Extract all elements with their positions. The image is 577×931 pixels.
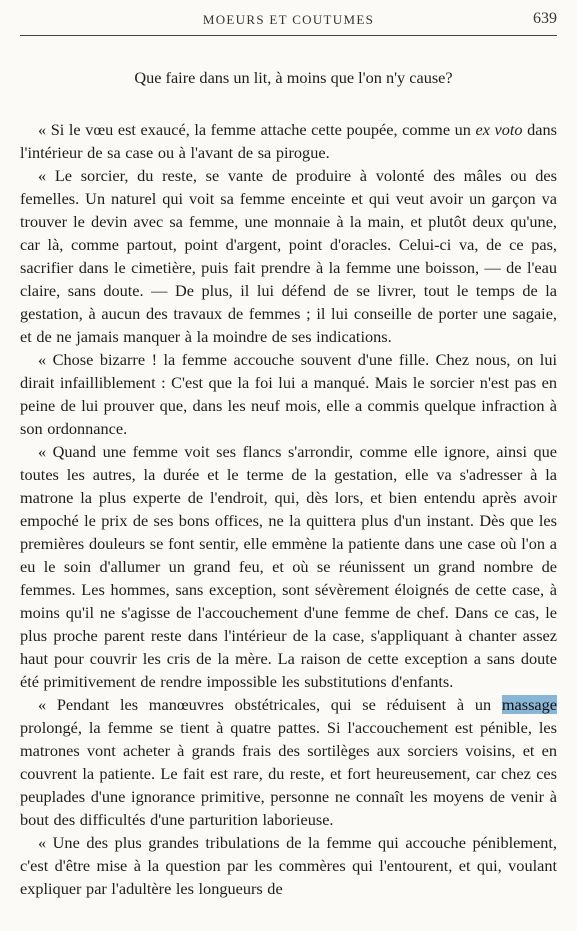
paragraph-gestation: « Quand une femme voit ses flancs s'arrondir, comme elle ignore, ainsi que toutes les autres, la durée et le terme de la gestation, elle va s'adresser à la matrone la plus experte de l'endroit, qui, dès lors, et bien entendu après avoir empoché le prix de ses bons offices, ne la quittera plus d'un instant. Dès que les premières douleurs se font sentir, elle emmène la patiente dans une case où l'on a eu le soin d'allumer un grand feu, et où se réunissent un grand nombre de femmes. Les hommes, sans exception, sont sévèrement éloignés de cette case, à moins qu'il ne s'agisse de l'accouchement d'une femme de chef. Dans ce cas, le plus proche parent reste dans l'intérieur de la case, s'appliquant à chanter assez haut pour couvrir les cris de la mère. La raison de cette exception a sans doute été primitivement de rendre impossible les substitutions d'enfants.	[20, 442, 557, 691]
paragraph-chose-bizarre: « Chose bizarre ! la femme accouche souvent d'une fille. Chez nous, on lui dirait infailliblement : C'est que la foi lui a manqué. Mais le sorcier n'est pas en peine de lui prouver que, dans les neuf mois, elle a commis quelque infraction à son ordonnance.	[20, 350, 557, 438]
page-number: 639	[533, 10, 557, 27]
paragraph-tribulations: « Une des plus grandes tribulations de la femme qui accouche péniblement, c'est d'être mise à la question par les commères qui l'entourent, et qui, voulant expliquer par l'adultère les longueurs de	[20, 833, 557, 898]
paragraph-massage	[20, 693, 557, 831]
paragraph-sorcier: « Le sorcier, du reste, se vante de produire à volonté des mâles ou des femelles. Un naturel qui voit sa femme enceinte et qui veut avoir un garçon va trouver le devin avec sa femme, une monnaie à la main, et plutôt deux qu'une, car là, comme partout, point d'argent, point d'oracles. Celui-ci va, de ce pas, sacrifier dans le cimetière, puis fait prendre à la femme une boisson, — de l'eau claire, sans doute. — De plus, il lui défend de se livrer, tout le temps de la gestation, à aucun des travaux de femmes ; il lui conseille de porter une sagaie, et de ne jamais manquer à la moindre de ses indications.	[20, 166, 557, 346]
epigraph: Que faire dans un lit, à moins que l'on n'y cause?	[134, 68, 453, 87]
paragraph-ex-voto	[20, 118, 557, 164]
italic-term: ex voto	[475, 120, 523, 139]
header-rule	[20, 35, 557, 36]
paragraph-text: « Pendant les manœuvres obstétricales, qui se réduisent à un	[38, 695, 502, 714]
running-head: MOEURS ET COUTUMES	[202, 12, 375, 27]
paragraph-text: dans l'intérieur de sa case ou à l'avant de sa pirogue.	[20, 120, 558, 162]
page-body	[20, 66, 557, 900]
page-header	[0, 6, 577, 36]
paragraph-text: « Si le vœu est exaucé, la femme attache cette poupée, comme un	[38, 120, 476, 139]
highlighted-word[interactable]: massage	[501, 695, 557, 714]
paragraph-text: prolongé, la femme se tient à quatre pattes. Si l'accouchement est pénible, les matrones vont acheter à grands frais des sortilèges aux sorciers voisins, et en couvrent la patiente. Le fait est rare, du reste, et fort heureusement, car chez ces peuplades d'une ignorance primitive, personne ne connaît les moyens de venir à bout des difficultés d'une parturition laborieuse.	[20, 718, 557, 829]
